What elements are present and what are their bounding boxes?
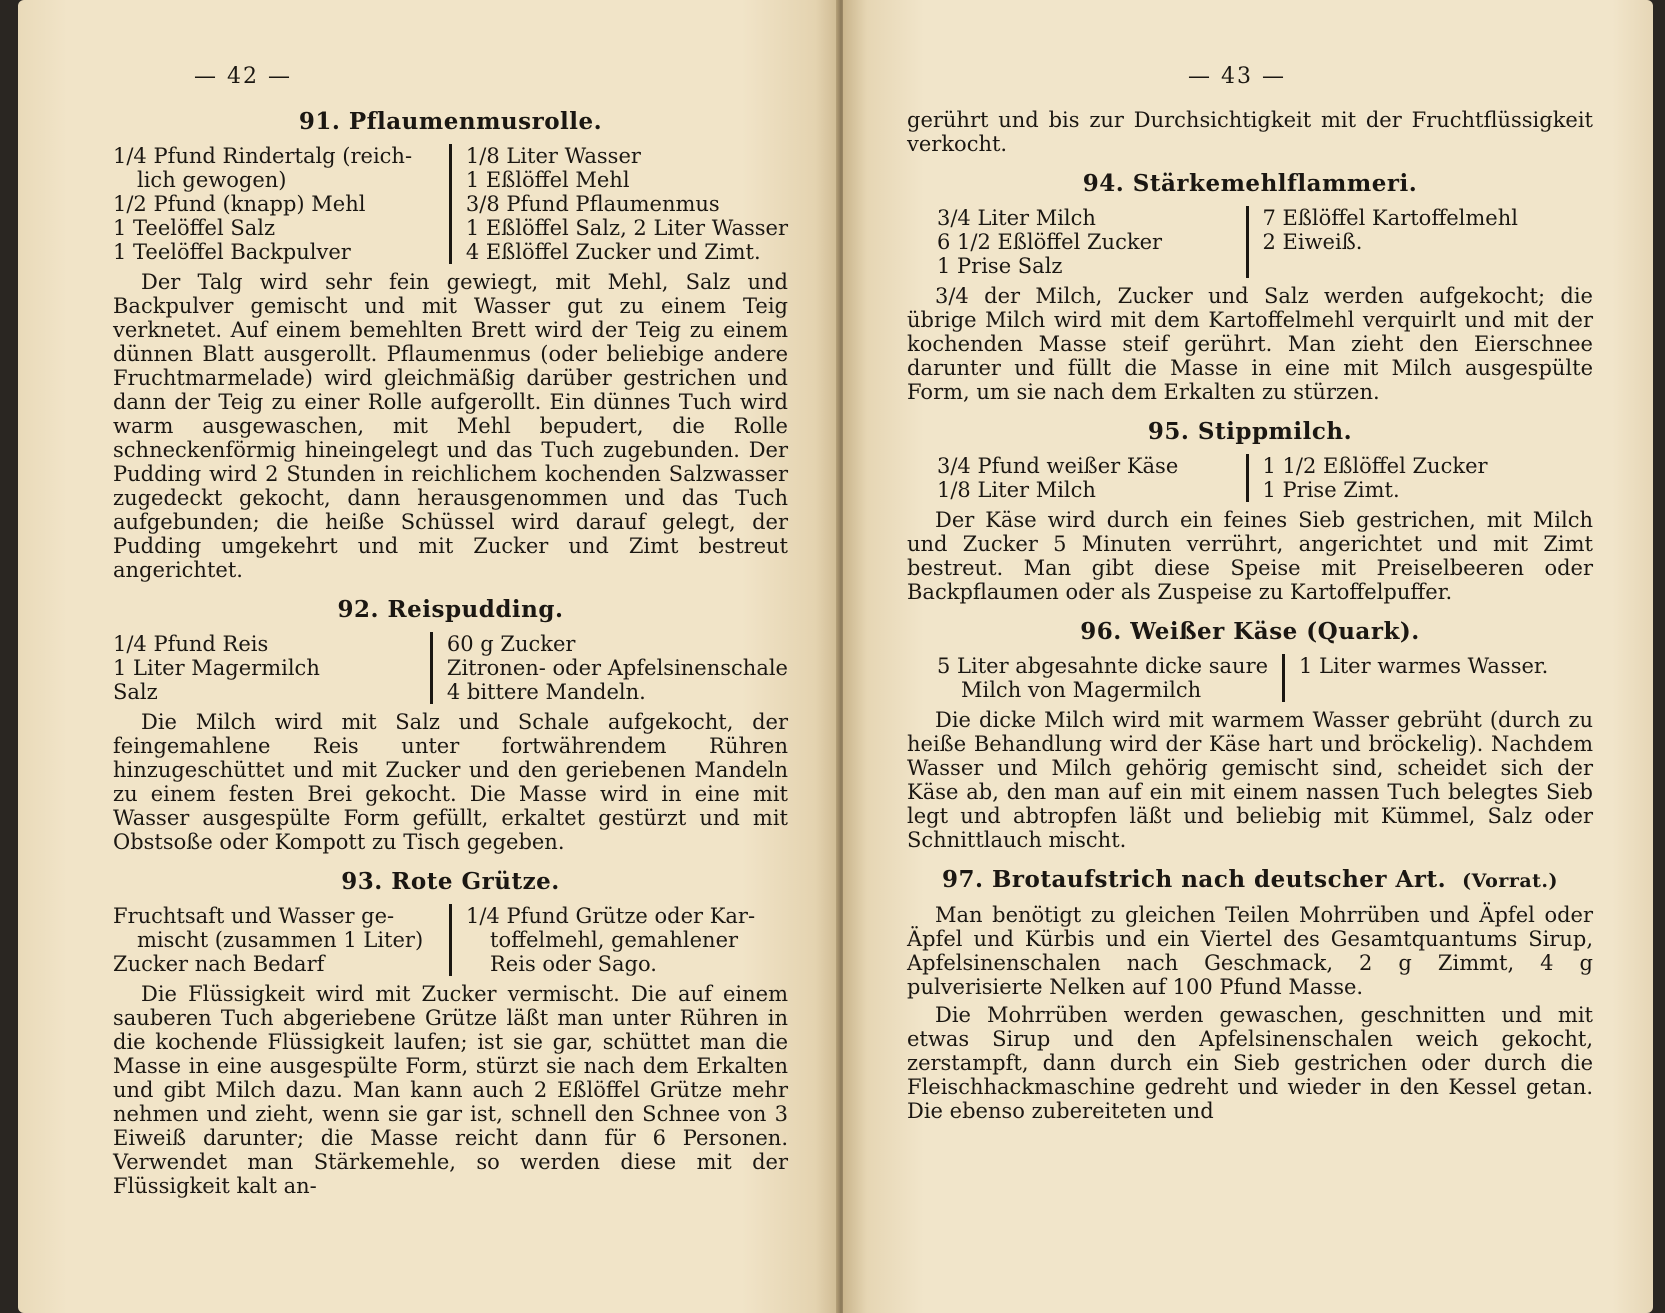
ingredient: 60 g Zucker bbox=[446, 632, 576, 656]
ingredient: Salz bbox=[113, 680, 158, 704]
ingredients-list bbox=[937, 454, 1557, 502]
ingredient: Reis oder Sago. bbox=[490, 952, 657, 976]
ingredients-left-column bbox=[937, 654, 1282, 702]
recipe-note: (Vorrat.) bbox=[1462, 870, 1559, 892]
ingredient: 1 Liter Magermilch bbox=[113, 656, 320, 680]
ingredient: toffelmehl, gemahlener bbox=[490, 928, 739, 952]
ingredients-left-column bbox=[937, 206, 1246, 278]
continued-text: gerührt und bis zur Durchsichtigkeit mit der Fruchtflüssigkeit verkocht. bbox=[907, 108, 1593, 156]
ingredient: 1 Eßlöffel Mehl bbox=[465, 168, 630, 192]
recipe-instructions: Die dicke Milch wird mit warmem Wasser gebrüht (durch zu heiße Behandlung wird der Käse hart und bröckelig). Nachdem Wasser und Milch gehörig gemischt sind, scheidet sich der Käse ab, den man auf ein mit einem nassen Tuch belegtes Sieb legt und abtropfen läßt und beliebig mit Kümmel, Salz oder Schnittlauch mischt. bbox=[907, 708, 1593, 852]
left-page-content bbox=[113, 60, 788, 1202]
recipe-title: 91. Pflaumenmusrolle. bbox=[298, 108, 603, 135]
ingredient: 1 1/2 Eßlöffel Zucker bbox=[1262, 454, 1488, 478]
ingredient: 1 Teelöffel Backpulver bbox=[113, 240, 351, 264]
ingredients-right-column bbox=[430, 632, 788, 704]
ingredients-left-column bbox=[113, 144, 449, 264]
ingredients-right-column bbox=[1246, 454, 1558, 502]
ingredients-left-column bbox=[113, 904, 449, 976]
ingredient: 1/8 Liter Milch bbox=[937, 478, 1096, 502]
recipe-title: 96. Weißer Käse (Quark). bbox=[1080, 618, 1420, 645]
ingredient: Zitronen- oder Apfelsinenschale bbox=[446, 656, 788, 680]
ingredient: 1/2 Pfund (knapp) Mehl bbox=[113, 192, 366, 216]
recipe-instructions: Die Milch wird mit Salz und Schale aufgekocht, der feingemahlene Reis unter fortwährendem Rühren hinzugeschüttet und mit Zucker und den geriebenen Mandeln zu einem festen Brei gekocht. Die Masse wird in eine mit Wasser ausgespülte Form gefüllt, erkaltet gestürzt und mit Obstsoße oder Kompott zu Tisch gegeben. bbox=[113, 710, 788, 854]
ingredient: 3/8 Pfund Pflaumenmus bbox=[465, 192, 720, 216]
ingredient: 1/4 Pfund Grütze oder Kar- bbox=[466, 904, 756, 928]
recipe-title: 92. Reispudding. bbox=[337, 596, 564, 623]
ingredients-right-column bbox=[1246, 206, 1558, 278]
ingredient: 1 Teelöffel Salz bbox=[113, 216, 276, 240]
ingredient: 6 1/2 Eßlöffel Zucker bbox=[937, 230, 1163, 254]
recipe-instructions: Die Flüssigkeit wird mit Zucker vermischt. Die auf einem sauberen Tuch abgeriebene Grütze läßt man unter Rühren in die kochende Flüssigkeit laufen; ist sie gar, schüttet man die Masse in eine ausgespülte Form, stürzt sie nach dem Erkalten und gibt Milch dazu. Man kann auch 2 Eßlöffel Grütze mehr nehmen und zieht, wenn sie gar ist, schnell den Schnee von 3 Eiweiß darunter; die Masse reicht dann für 6 Personen. Verwendet man Stärkemehle, so werden diese mit der Flüssigkeit kalt an- bbox=[113, 982, 788, 1198]
ingredient: 5 Liter abgesahnte dicke saure bbox=[937, 654, 1269, 678]
left-page bbox=[18, 0, 840, 1313]
ingredients-list bbox=[113, 904, 788, 976]
page-number: — 42 — bbox=[194, 64, 292, 89]
ingredients-list bbox=[113, 632, 788, 704]
ingredient: 7 Eßlöffel Kartoffelmehl bbox=[1262, 206, 1518, 230]
ingredient: 1/4 Pfund Reis bbox=[113, 632, 269, 656]
recipe-instructions: Man benötigt zu gleichen Teilen Mohrrüben und Äpfel oder Äpfel und Kürbis und ein Viertel des Gesamtquantums Sirup, Apfelsinenschalen nach Geschmack, 2 g Zimmt, 4 g pulverisierte Nelken auf 100 Pfund Masse. bbox=[907, 903, 1593, 999]
ingredients-right-column bbox=[449, 904, 788, 976]
ingredient: Milch von Magermilch bbox=[961, 678, 1202, 702]
ingredient: 1 Liter warmes Wasser. bbox=[1299, 654, 1549, 678]
recipe-title-row bbox=[907, 868, 1593, 893]
right-page-content bbox=[907, 60, 1593, 1127]
recipe-title: 93. Rote Grütze. bbox=[341, 868, 560, 895]
ingredient: 4 Eßlöffel Zucker und Zimt. bbox=[465, 240, 761, 264]
right-page bbox=[843, 0, 1653, 1313]
ingredients-list bbox=[937, 206, 1557, 278]
ingredient: 1 Prise Salz bbox=[937, 254, 1063, 278]
recipe-instructions: Der Käse wird durch ein feines Sieb gestrichen, mit Milch und Zucker 5 Minuten verrührt, angerichtet und mit Zimt bestreut. Man gibt diese Speise mit Preiselbeeren oder Backpflaumen oder als Zuspeise zu Kartoffelpuffer. bbox=[907, 508, 1593, 604]
ingredient: 1/4 Pfund Rindertalg (reich- bbox=[113, 144, 413, 168]
ingredients-list bbox=[113, 144, 788, 264]
ingredient: Zucker nach Bedarf bbox=[113, 952, 325, 976]
recipe-instructions: Der Talg wird sehr fein gewiegt, mit Mehl, Salz und Backpulver gemischt und mit Wasser gut zu einem Teig verknetet. Auf einem bemehlten Brett wird der Teig zu einem dünnen Blatt ausgerollt. Pflaumenmus (oder beliebige andere Fruchtmarmelade) wird gleichmäßig darüber gestrichen und dann der Teig zu einer Rolle aufgerollt. Ein dünnes Tuch wird warm ausgewaschen, mit Mehl bepudert, die Rolle schneckenförmig hineingelegt und das Tuch zugebunden. Der Pudding wird 2 Stunden in reichlichem kochenden Salzwasser zugedeckt gekocht, dann herausgenommen und das Tuch aufgebunden; die heiße Schüssel wird darauf gelegt, der Pudding umgekehrt und mit Zucker und Zimt bestreut angerichtet. bbox=[113, 270, 788, 582]
ingredient: 1/8 Liter Wasser bbox=[465, 144, 641, 168]
ingredients-right-column bbox=[449, 144, 788, 264]
ingredient: 1 Eßlöffel Salz, 2 Liter Wasser bbox=[465, 216, 788, 240]
page-number: — 43 — bbox=[1188, 64, 1286, 89]
ingredients-list bbox=[937, 654, 1557, 702]
ingredient: 1 Prise Zimt. bbox=[1262, 478, 1400, 502]
ingredient: mischt (zusammen 1 Liter) bbox=[137, 928, 424, 952]
ingredients-left-column bbox=[937, 454, 1246, 502]
recipe-title: 95. Stippmilch. bbox=[1147, 418, 1353, 445]
recipe-title: 94. Stärkemehlflammeri. bbox=[1082, 170, 1418, 197]
ingredient: 2 Eiweiß. bbox=[1262, 230, 1363, 254]
ingredient: lich gewogen) bbox=[137, 168, 287, 192]
recipe-instructions: 3/4 der Milch, Zucker und Salz werden aufgekocht; die übrige Milch wird mit dem Kartoffelmehl verquirlt und mit der kochenden Masse steif gerührt. Man zieht den Eierschnee darunter und füllt die Masse in eine mit Milch ausgespülte Form, um sie nach dem Erkalten zu stürzen. bbox=[907, 284, 1593, 404]
ingredients-left-column bbox=[113, 632, 430, 704]
ingredient: 3/4 Liter Milch bbox=[937, 206, 1096, 230]
ingredient: 4 bittere Mandeln. bbox=[446, 680, 646, 704]
ingredient: 3/4 Pfund weißer Käse bbox=[937, 454, 1179, 478]
recipe-instructions: Die Mohrrüben werden gewaschen, geschnitten und mit etwas Sirup und den Apfelsinenschalen weich gekocht, zerstampft, dann durch ein Sieb gestrichen oder durch die Fleischhackmaschine gedreht und wieder in den Kessel getan. Die ebenso zubereiteten und bbox=[907, 1003, 1593, 1123]
ingredient: Fruchtsaft und Wasser ge- bbox=[113, 904, 395, 928]
ingredients-right-column bbox=[1282, 654, 1557, 702]
recipe-title: 97. Brotaufstrich nach deutscher Art. bbox=[941, 866, 1447, 893]
